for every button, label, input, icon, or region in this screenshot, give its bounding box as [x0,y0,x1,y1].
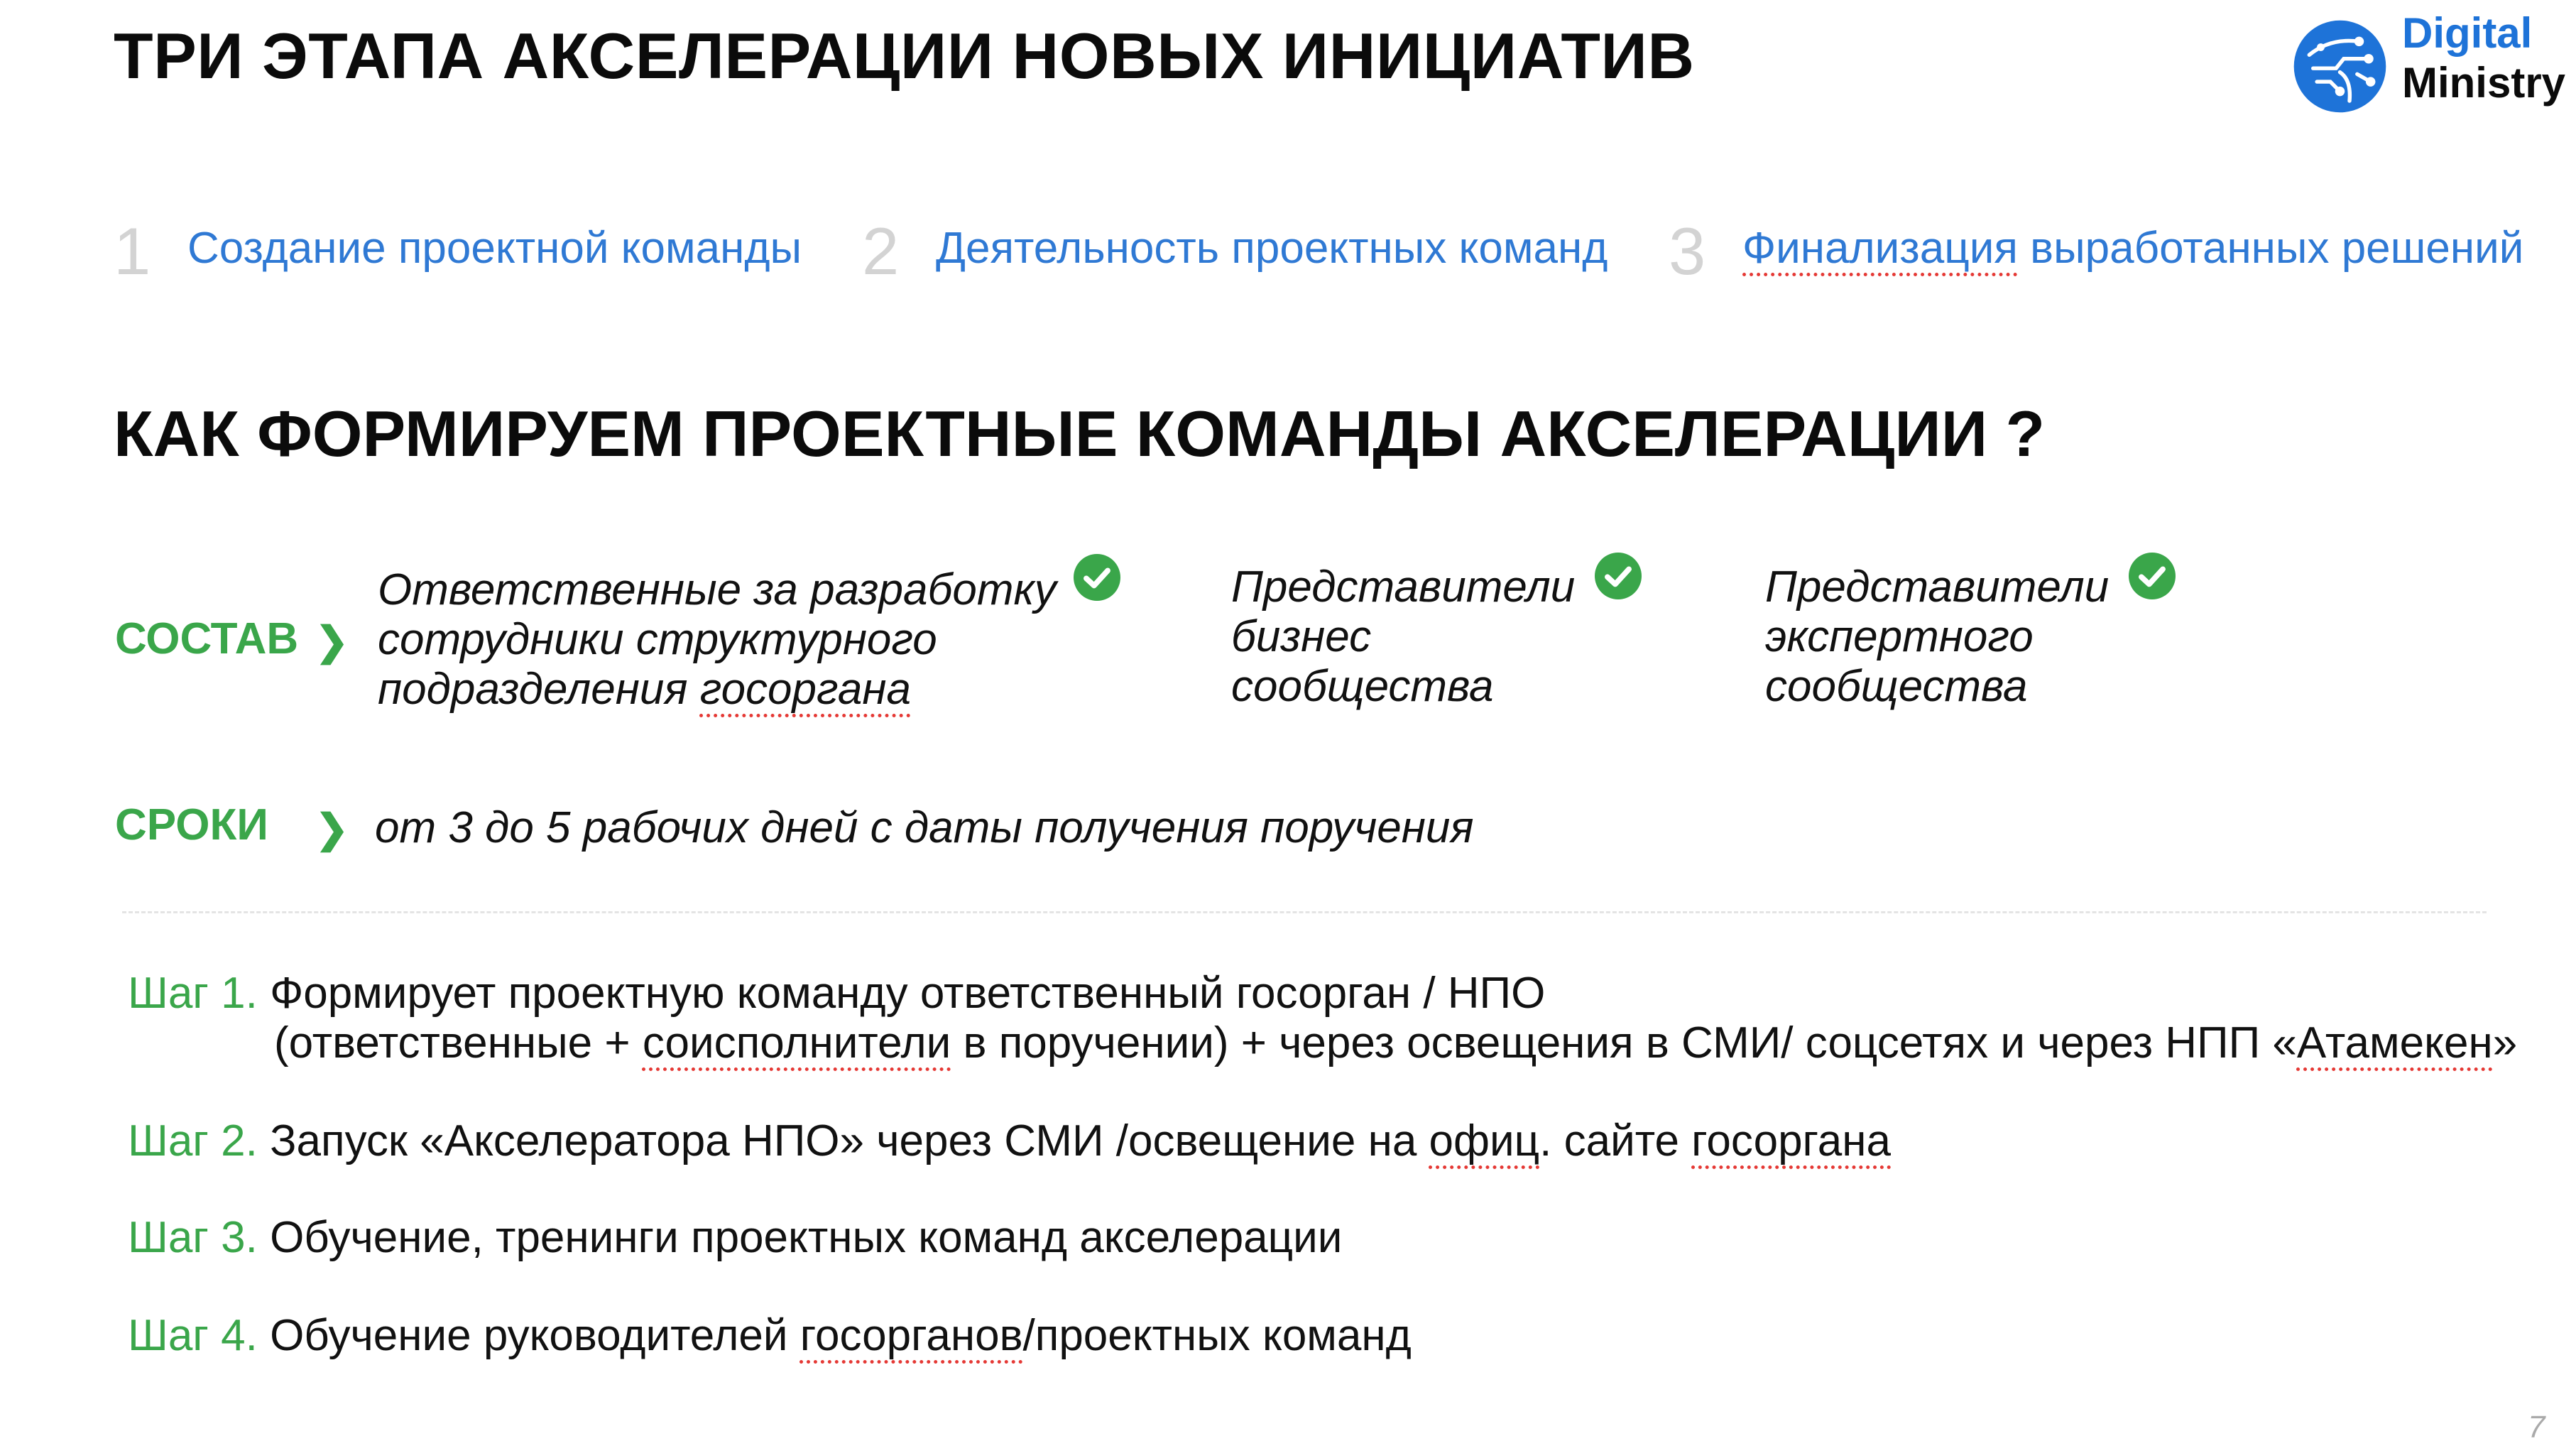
logo-text-digital: Digital [2402,9,2533,57]
composition-item-2 [1231,562,1575,712]
step-1 [128,969,2517,1068]
step-4-label: Шаг 4. [128,1311,258,1360]
step-4-text-a: Обучение руководителей [257,1311,800,1360]
stage-1-label: Создание проектной команды [187,224,802,273]
composition-item-1-line3-b: госоргана [699,665,911,714]
divider [122,911,2487,913]
composition-item-1-line2: сотрудники структурного [378,615,937,664]
check-circle-icon [2129,553,2176,599]
step-2-text-a: Запуск «Акселератора НПО» через СМИ /освещение на [257,1116,1429,1165]
step-4 [128,1311,1412,1361]
stage-3-number: 3 [1669,214,1706,288]
step-3 [128,1213,1342,1263]
step-1-line2-a: (ответственные + [274,1018,643,1067]
step-1-line2-e: » [2492,1018,2518,1067]
composition-item-3 [1765,562,2109,712]
check-circle-icon [1074,554,1120,601]
composition-item-3-line2: экспертного [1765,612,2034,661]
stage-2-label: Деятельность проектных команд [936,224,1608,273]
step-1-line1 [128,969,2517,1018]
step-3-label: Шаг 3. [128,1213,258,1262]
step-1-line2-c: в поручении) + через освещения в СМИ/ соцсетях и через НПП « [951,1018,2297,1067]
composition-item-1-line3 [378,665,1057,714]
composition-item-2-line1: Представители [1231,562,1576,611]
composition-item-2-line3: сообщества [1231,662,1494,711]
step-4-text-c: /проектных команд [1022,1311,1412,1360]
composition-item-3-line1: Представители [1765,562,2110,611]
chevron-right-icon: ❯ [315,619,349,663]
step-1-line2-d: Атамекен [2296,1018,2493,1067]
step-3-text: Обучение, тренинги проектных команд акселерации [257,1213,1343,1262]
deadline-text: от 3 до 5 рабочих дней с даты получения поручения [375,803,1474,852]
step-1-label: Шаг 1. [128,969,258,1018]
composition-item-3-line3: сообщества [1765,662,2028,711]
composition-item-1 [378,565,1057,714]
step-1-line2 [128,1018,2517,1068]
composition-item-1-line3-a: подразделения [378,665,700,714]
chevron-right-icon: ❯ [315,806,349,851]
stage-3-label-part1: Финализация [1742,224,2018,273]
stage-2-number: 2 [862,214,900,288]
stage-3-label [1742,223,2523,273]
check-circle-icon [1595,553,1642,599]
stage-3-label-part2: выработанных решений [2017,224,2524,273]
composition-label: СОСТАВ [115,614,299,663]
digital-ministry-logo [2292,9,2576,115]
digital-ministry-logo-icon [2292,18,2388,114]
step-2-text-d: госоргана [1691,1116,1892,1165]
deadline-label: СРОКИ [115,800,268,849]
section-heading: КАК ФОРМИРУЕМ ПРОЕКТНЫЕ КОМАНДЫ АКСЕЛЕРАЦИИ ? [114,398,2046,470]
logo-text-ministry: Ministry [2402,59,2566,107]
step-1-line2-b: соисполнители [642,1018,951,1067]
step-1-text: Формирует проектную команду ответственный госорган / НПО [257,969,1546,1018]
step-4-text-b: госорганов [799,1311,1023,1360]
slide-title: ТРИ ЭТАПА АКСЕЛЕРАЦИИ НОВЫХ ИНИЦИАТИВ [114,21,1695,92]
composition-item-2-line2: бизнес [1231,612,1372,661]
step-2-label: Шаг 2. [128,1116,258,1165]
step-2-text-c: . сайте [1539,1116,1692,1165]
stage-1-number: 1 [114,214,151,288]
page-number: 7 [2528,1410,2545,1445]
step-2 [128,1116,1891,1166]
step-2-text-b: офиц [1429,1116,1540,1165]
composition-item-1-line1: Ответственные за разработку [378,565,1057,614]
